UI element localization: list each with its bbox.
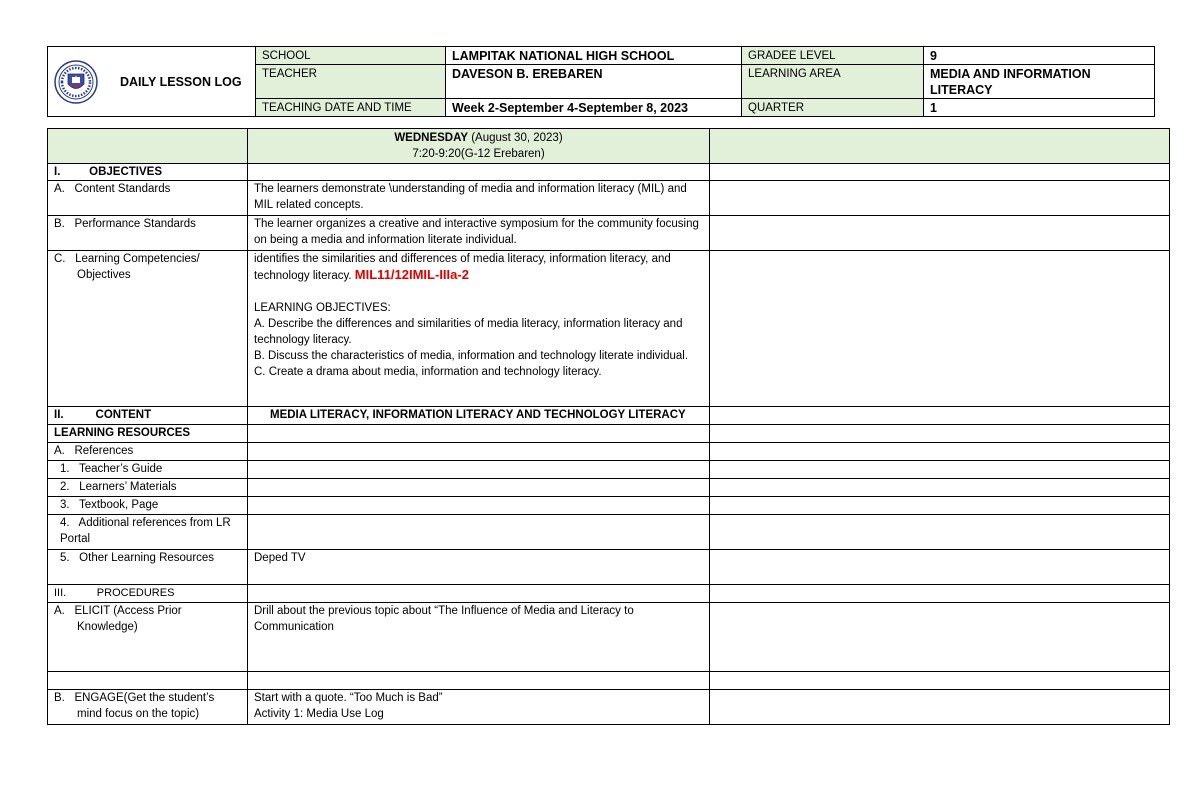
other-resources-value: Deped TV bbox=[248, 550, 710, 585]
content-standards-text: The learners demonstrate \understanding of media and information literacy (MIL) and MIL related concepts. bbox=[248, 181, 710, 216]
quarter-value: 1 bbox=[924, 99, 1155, 117]
performance-standards-text: The learner organizes a creative and interactive symposium for the community focusing on being a media and information literate individual. bbox=[248, 216, 710, 251]
table-row bbox=[48, 672, 1170, 690]
area-label: LEARNING AREA bbox=[742, 65, 924, 99]
objectives-label: I. OBJECTIVES bbox=[48, 164, 248, 181]
date-label: TEACHING DATE AND TIME bbox=[256, 99, 446, 117]
logo-cell bbox=[48, 47, 256, 117]
table-row bbox=[48, 164, 1170, 181]
day-time: 7:20-9:20(G-12 Erebaren) bbox=[412, 148, 545, 160]
grade-label: GRADEE LEVEL bbox=[742, 47, 924, 65]
table-row bbox=[48, 515, 1170, 550]
teacher-label: TEACHER bbox=[256, 65, 446, 99]
objective-b: B. Discuss the characteristics of media, information and technology literate individual. bbox=[254, 350, 689, 362]
engage-line1: Start with a quote. “Too Much is Bad” bbox=[254, 692, 443, 704]
table-row bbox=[48, 251, 1170, 407]
day-header-cell bbox=[248, 129, 710, 164]
engage-label-text: B. ENGAGE(Get the student’s mind focus on the topic) bbox=[54, 692, 218, 720]
table-row bbox=[48, 479, 1170, 497]
table-row bbox=[48, 461, 1170, 479]
competencies-label bbox=[48, 251, 248, 407]
table-row bbox=[48, 216, 1170, 251]
date-value: Week 2-September 4-September 8, 2023 bbox=[446, 99, 742, 117]
content-label: II. CONTENT bbox=[48, 407, 248, 425]
day-name: WEDNESDAY bbox=[394, 132, 469, 144]
table-row bbox=[48, 497, 1170, 515]
objective-a: A. Describe the differences and similarities of media literacy, information literacy and technology literacy. bbox=[254, 318, 683, 346]
grade-value: 9 bbox=[924, 47, 1155, 65]
engage-cell bbox=[248, 690, 710, 725]
learning-objectives-head: LEARNING OBJECTIVES: bbox=[254, 302, 391, 314]
deped-seal-icon bbox=[54, 60, 98, 104]
learners-materials-label: 2. Learners’ Materials bbox=[48, 479, 248, 497]
table-row bbox=[48, 407, 1170, 425]
additional-refs-label bbox=[48, 515, 248, 550]
engage-line2: Activity 1: Media Use Log bbox=[254, 708, 384, 720]
content-standards-label: A. Content Standards bbox=[48, 181, 248, 216]
header-table bbox=[47, 46, 1155, 117]
elicit-label-text: A. ELICIT (Access Prior Knowledge) bbox=[54, 605, 185, 633]
competencies-label-line1: C. Learning Competencies/ bbox=[54, 253, 200, 265]
additional-refs-text: 4. Additional references from LR Portal bbox=[60, 517, 234, 545]
table-row bbox=[48, 443, 1170, 461]
procedures-label: III. PROCEDURES bbox=[48, 585, 248, 603]
references-label: A. References bbox=[48, 443, 248, 461]
other-resources-label: 5. Other Learning Resources bbox=[48, 550, 248, 585]
competencies-cell bbox=[248, 251, 710, 407]
teachers-guide-label: 1. Teacher’s Guide bbox=[48, 461, 248, 479]
textbook-label: 3. Textbook, Page bbox=[48, 497, 248, 515]
day-date: (August 30, 2023) bbox=[468, 132, 563, 144]
table-row bbox=[48, 181, 1170, 216]
competencies-label-line2: Objectives bbox=[77, 269, 131, 281]
school-label: SCHOOL bbox=[256, 47, 446, 65]
competencies-text: identifies the similarities and differences of media literacy, information literacy, and technology literacy. bbox=[254, 253, 671, 282]
table-row bbox=[48, 585, 1170, 603]
log-title: DAILY LESSON LOG bbox=[120, 75, 242, 89]
content-value: MEDIA LITERACY, INFORMATION LITERACY AND TECHNOLOGY LITERACY bbox=[248, 407, 710, 425]
elicit-label bbox=[48, 603, 248, 672]
quarter-label: QUARTER bbox=[742, 99, 924, 117]
table-row bbox=[48, 603, 1170, 672]
lesson-table bbox=[47, 128, 1170, 725]
competency-code: MIL11/12IMIL-IIIa-2 bbox=[354, 267, 469, 282]
objective-c: C. Create a drama about media, information and technology literacy. bbox=[254, 366, 602, 378]
table-row bbox=[48, 425, 1170, 443]
day-header-row bbox=[48, 129, 1170, 164]
engage-label bbox=[48, 690, 248, 725]
table-row bbox=[48, 550, 1170, 585]
table-row bbox=[48, 690, 1170, 725]
area-value: MEDIA AND INFORMATION LITERACY bbox=[924, 65, 1155, 99]
resources-label: LEARNING RESOURCES bbox=[48, 425, 248, 443]
school-value: LAMPITAK NATIONAL HIGH SCHOOL bbox=[446, 47, 742, 65]
teacher-value: DAVESON B. EREBAREN bbox=[446, 65, 742, 99]
elicit-text: Drill about the previous topic about “The Influence of Media and Literacy to Communication bbox=[248, 603, 710, 672]
performance-standards-label: B. Performance Standards bbox=[48, 216, 248, 251]
